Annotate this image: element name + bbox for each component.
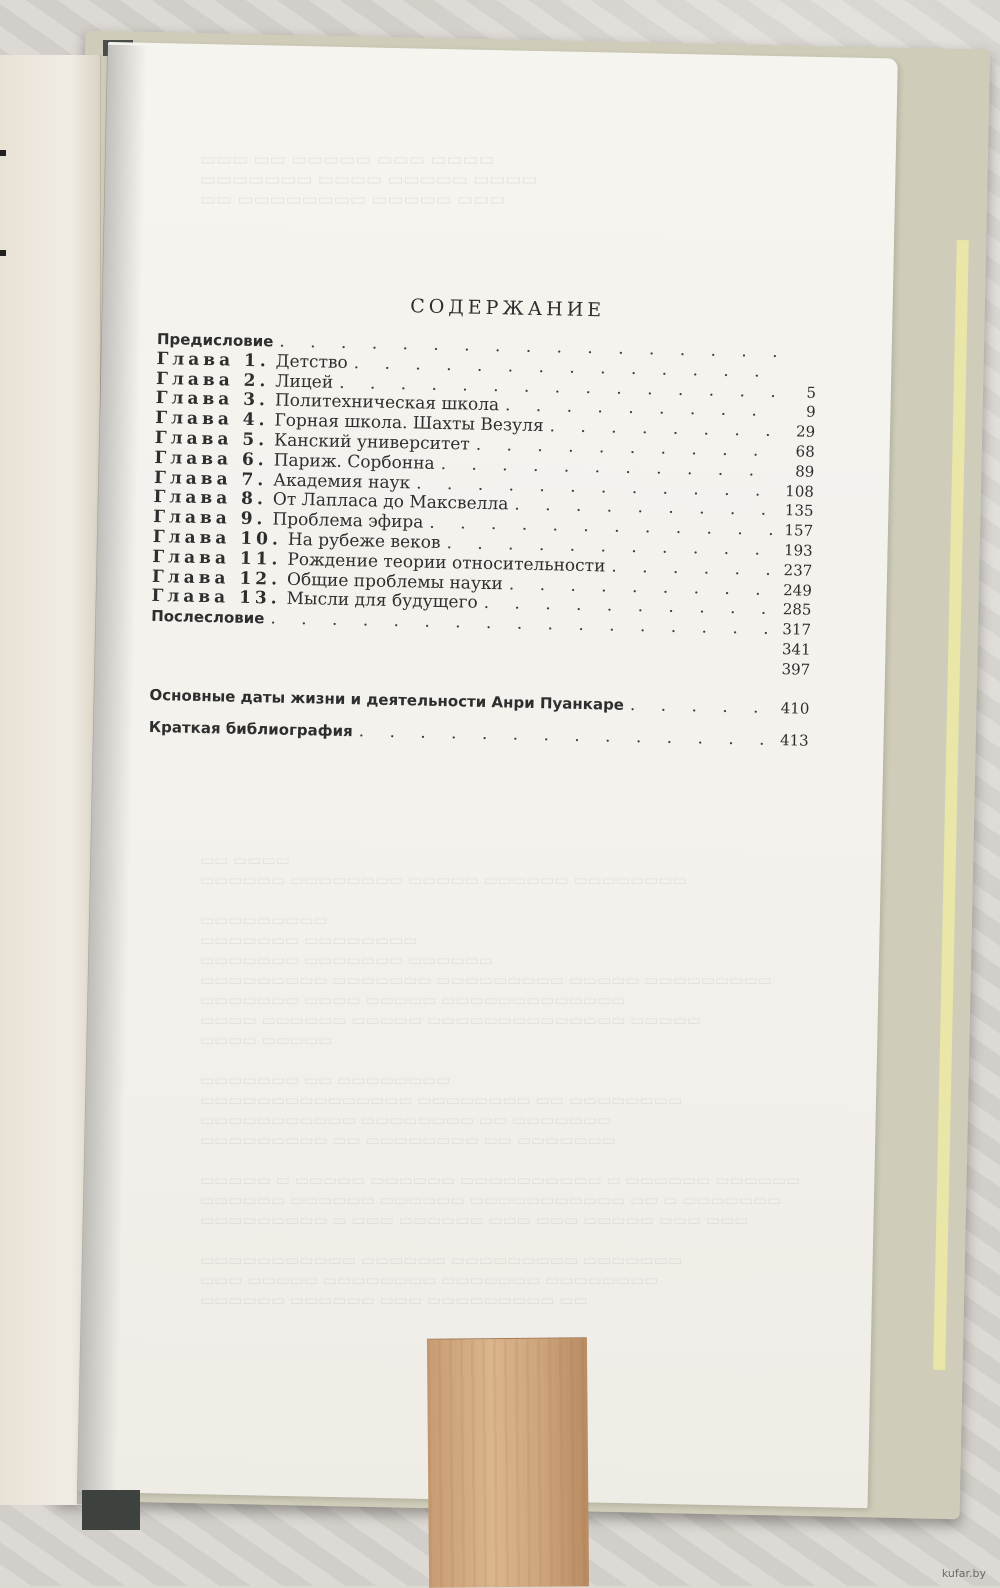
entry-page: 29: [795, 422, 816, 441]
entry-title: Детство: [275, 351, 348, 373]
entry-page: 9: [805, 402, 816, 422]
entry-title: Политехническая школа: [274, 390, 500, 416]
entry-page: 68: [795, 442, 815, 461]
entry-chapter: Глава 5.: [154, 427, 269, 451]
toc-list: [150, 330, 817, 680]
entry-page: 237: [783, 560, 813, 580]
entry-chapter: Глава 8.: [153, 487, 268, 510]
entry-title: Основные даты жизни и деятельности Анри Пуанкаре: [149, 685, 625, 714]
entry-page: 285: [782, 600, 812, 620]
entry-page: 249: [783, 580, 813, 600]
entry-title: Париж. Сорбонна: [273, 450, 435, 474]
entry-title: Рождение теории относительности: [287, 549, 606, 577]
entry-chapter: Глава 9.: [153, 507, 267, 530]
entry-page: 108: [785, 481, 815, 501]
entry-title: Лицей: [275, 371, 334, 393]
entry-page: 5: [806, 383, 817, 402]
entry-title: Академия наук: [273, 470, 411, 493]
entry-title: Общие проблемы науки: [286, 569, 504, 594]
entry-chapter: Глава 6.: [154, 447, 268, 471]
entry-page: 397: [781, 659, 811, 679]
site-watermark: kufar.by: [941, 1567, 986, 1580]
show-through-text: ▭▭▭ ▭▭ ▭▭▭▭▭ ▭▭▭ ▭▭▭▭ ▭▭▭▭▭▭▭ ▭▭▭▭ ▭▭▭▭▭ ▭▭▭▭ ▭▭ ▭▭▭▭▭▭▭▭ ▭▭▭▭▭ ▭▭▭: [200, 150, 538, 210]
entry-title: Мысли для будущего: [286, 589, 478, 614]
entry-title: Краткая библиография: [148, 717, 353, 740]
entry-page: 410: [780, 698, 810, 718]
toc-title: СОДЕРЖАНИЕ: [409, 295, 606, 322]
table-of-contents: [149, 290, 818, 756]
entry-title: От Лапласа до Максвелла: [272, 489, 509, 515]
entry-page: 317: [782, 620, 812, 639]
print-mark: [0, 250, 6, 256]
entry-title: Предисловие: [156, 329, 274, 351]
entry-chapter: Глава 3.: [155, 388, 270, 411]
entry-page: 193: [783, 541, 813, 560]
entry-chapter: Глава 2.: [155, 368, 270, 391]
entry-chapter: Глава 12.: [151, 566, 282, 590]
leader-dots: [630, 689, 770, 724]
entry-page: 157: [784, 521, 814, 540]
entry-page: [783, 357, 817, 358]
entry-chapter: Глава 11.: [152, 546, 282, 570]
wooden-bookmark: [427, 1337, 589, 1587]
entry-chapter: Глава 1.: [156, 348, 270, 372]
entry-page: 413: [779, 730, 809, 750]
entry-page: 341: [781, 640, 811, 659]
print-mark: [0, 150, 6, 156]
entry-title: Послесловие: [150, 607, 265, 628]
entry-title: Проблема эфира: [272, 509, 424, 533]
entry-chapter: Глава 4.: [155, 408, 269, 431]
entry-page: 135: [784, 501, 814, 521]
entry-chapter: Глава 13.: [151, 586, 281, 609]
entry-chapter: Глава 7.: [153, 467, 268, 490]
entry-title: На рубеже веков: [287, 529, 441, 553]
entry-title: Горная школа. Шахты Везуля: [274, 410, 544, 437]
show-through-text: ▭▭ ▭▭▭▭ ▭▭▭▭▭▭ ▭▭▭▭▭▭▭▭ ▭▭▭▭▭ ▭▭▭▭▭▭ ▭▭▭▭▭▭▭▭ ▭▭▭▭▭▭▭▭▭ ▭▭▭▭▭▭▭ ▭▭▭▭▭▭▭▭ ▭▭▭▭▭▭▭ ▭▭▭▭▭▭▭ ▭▭▭▭▭▭ ▭▭▭▭▭▭▭▭▭ ▭▭▭▭▭▭▭ ▭▭▭▭▭▭▭▭▭ ▭▭▭▭▭ ▭▭▭▭▭▭▭▭▭ ▭▭▭▭▭▭▭ ▭▭▭▭ ▭▭▭▭▭ ▭▭▭▭▭▭▭▭▭▭▭▭▭ ▭▭▭▭ ▭▭▭▭▭▭ ▭▭▭▭▭ ▭▭▭▭▭▭▭▭▭▭▭▭▭▭ ▭▭▭▭▭ ▭▭▭▭ ▭▭▭▭▭ ▭▭▭▭▭▭▭ ▭▭ ▭▭▭▭▭▭▭▭ ▭▭▭▭▭▭▭▭▭▭▭▭▭▭▭ ▭▭▭▭▭▭▭▭ ▭▭ ▭▭▭▭▭▭▭▭ ▭▭▭▭▭▭▭▭▭▭▭ ▭▭▭▭▭▭▭▭ ▭▭ ▭▭▭▭▭▭▭ ▭▭▭▭▭▭▭▭▭ ▭▭ ▭▭▭▭▭▭▭▭ ▭▭ ▭▭▭▭▭▭▭ ▭▭▭▭▭ ▭ ▭▭▭▭▭ ▭▭▭▭▭▭ ▭▭▭▭▭▭▭▭▭▭ ▭ ▭▭▭▭▭▭ ▭▭▭▭▭▭ ▭▭▭▭▭▭ ▭▭▭▭▭▭ ▭▭▭▭▭▭ ▭▭▭▭▭▭▭▭▭▭▭ ▭▭ ▭ ▭▭▭▭▭▭▭ ▭▭▭▭▭▭▭▭▭ ▭ ▭▭▭ ▭▭▭▭▭▭ ▭▭▭ ▭▭▭ ▭▭▭▭▭ ▭▭▭ ▭▭▭ ▭▭▭▭▭▭▭▭▭▭▭ ▭▭▭▭▭▭ ▭▭▭▭▭▭▭▭▭ ▭▭▭▭▭▭▭ ▭▭▭ ▭▭▭▭▭ ▭▭▭▭▭▭▭▭ ▭▭▭▭▭▭▭ ▭▭▭▭▭▭▭▭ ▭▭▭▭▭▭ ▭▭▭▭▭▭ ▭▭▭ ▭▭▭▭▭▭▭▭▭ ▭▭: [200, 851, 801, 1309]
entry-title: Канский университет: [273, 430, 471, 455]
headband: [82, 1490, 140, 1530]
entry-page: 89: [795, 462, 815, 481]
entry-chapter: Глава 10.: [152, 526, 283, 550]
entry-page: [782, 377, 816, 378]
